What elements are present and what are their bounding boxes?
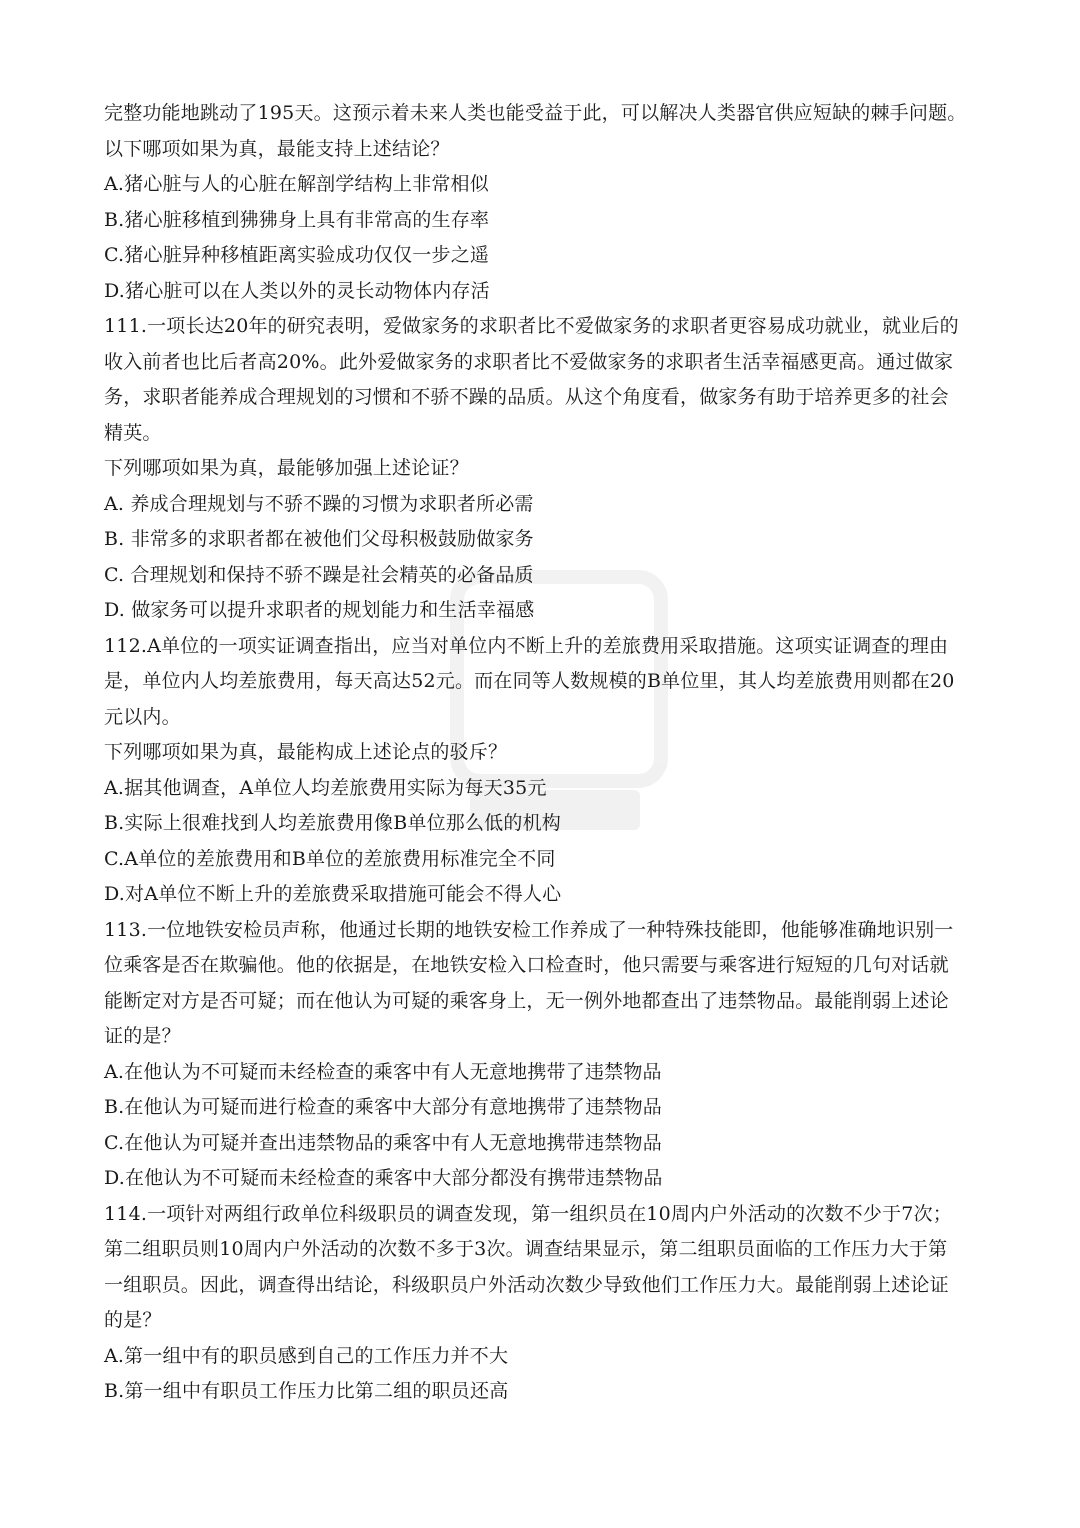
q111-passage-line: 收入前者也比后者高20%。此外爱做家务的求职者比不爱做家务的求职者生活幸福感更高。通过做家: [104, 350, 954, 373]
q112-passage-line: 是，单位内人均差旅费用，每天高达52元。而在同等人数规模的B单位里，其人均差旅费用则都在20: [104, 670, 955, 692]
q112-option-b: B.实际上很难找到人均差旅费用像B单位那么低的机构: [104, 812, 561, 834]
q112-option-c: C.A单位的差旅费用和B单位的差旅费用标准完全不同: [104, 847, 556, 870]
q113-option-b: B.在他认为可疑而进行检查的乘客中大部分有意地携带了违禁物品: [104, 1096, 663, 1118]
q111-option-d: D. 做家务可以提升求职者的规划能力和生活幸福感: [104, 599, 535, 621]
question-prompt: 以下哪项如果为真，最能支持上述结论？: [104, 137, 450, 160]
q114-passage-line: 的是？: [104, 1309, 162, 1331]
option-c: C.猪心脏异种移植距离实验成功仅仅一步之遥: [104, 244, 490, 266]
q111-option-c: C. 合理规划和保持不骄不躁是社会精英的必备品质: [104, 563, 534, 586]
q114-option-a: A.第一组中有的职员感到自己的工作压力并不大: [104, 1344, 509, 1367]
q113-option-a: A.在他认为不可疑而未经检查的乘客中有人无意地携带了违禁物品: [104, 1060, 662, 1083]
document-page: [104, 96, 984, 1410]
continued-passage-line: 完整功能地跳动了195天。这预示着未来人类也能受益于此，可以解决人类器官供应短缺的棘手问题。: [104, 102, 967, 124]
q112-passage-line: 112.A单位的一项实证调查指出，应当对单位内不断上升的差旅费用采取措施。这项实证调查的理由: [104, 634, 949, 657]
q112-option-d: D.对A单位不断上升的差旅费采取措施可能会不得人心: [104, 883, 562, 905]
q111-passage-line: 务，求职者能养成合理规划的习惯和不骄不躁的品质。从这个角度看，做家务有助于培养更多的社会: [104, 386, 949, 408]
q111-option-a: A. 养成合理规划与不骄不躁的习惯为求职者所必需: [104, 492, 534, 515]
option-a: A.猪心脏与人的心脏在解剖学结构上非常相似: [104, 173, 489, 195]
q112-option-a: A.据其他调查，A单位人均差旅费用实际为每天35元: [104, 776, 547, 799]
q111-passage-line: 111.一项长达20年的研究表明，爱做家务的求职者比不爱做家务的求职者更容易成功就业，就业后的: [104, 315, 959, 337]
q114-option-b: B.第一组中有职员工作压力比第二组的职员还高: [104, 1380, 509, 1402]
q111-prompt: 下列哪项如果为真，最能够加强上述论证？: [104, 457, 469, 479]
q114-passage-line: 第二组职员则10周内户外活动的次数不多于3次。调查结果显示，第二组职员面临的工作压力大于第: [104, 1238, 948, 1260]
q113-passage-line: 证的是？: [104, 1025, 181, 1047]
q113-option-c: C.在他认为可疑并查出违禁物品的乘客中有人无意地携带违禁物品: [104, 1131, 662, 1154]
option-b: B.猪心脏移植到狒狒身上具有非常高的生存率: [104, 208, 490, 231]
q112-passage-line: 元以内。: [104, 705, 181, 728]
q113-passage-line: 位乘客是否在欺骗他。他的依据是，在地铁安检入口检查时，他只需要与乘客进行短短的几句对话就: [104, 954, 949, 976]
q114-passage-line: 一组职员。因此，调查得出结论，科级职员户外活动次数少导致他们工作压力大。最能削弱上述论证: [104, 1273, 949, 1296]
q112-prompt: 下列哪项如果为真，最能构成上述论点的驳斥？: [104, 741, 508, 763]
q111-option-b: B. 非常多的求职者都在被他们父母积极鼓励做家务: [104, 528, 534, 550]
q111-passage-line: 精英。: [104, 421, 162, 444]
q113-passage-line: 能断定对方是否可疑；而在他认为可疑的乘客身上，无一例外地都查出了违禁物品。最能削弱上述论: [104, 989, 949, 1012]
q114-passage-line: 114.一项针对两组行政单位科级职员的调查发现，第一组织员在10周内户外活动的次数不少于7次；: [104, 1202, 952, 1225]
q113-passage-line: 113.一位地铁安检员声称，他通过长期的地铁安检工作养成了一种特殊技能即，他能够准确地识别一: [104, 918, 954, 941]
q113-option-d: D.在他认为不可疑而未经检查的乘客中大部分都没有携带违禁物品: [104, 1167, 663, 1189]
option-d: D.猪心脏可以在人类以外的灵长动物体内存活: [104, 279, 490, 302]
